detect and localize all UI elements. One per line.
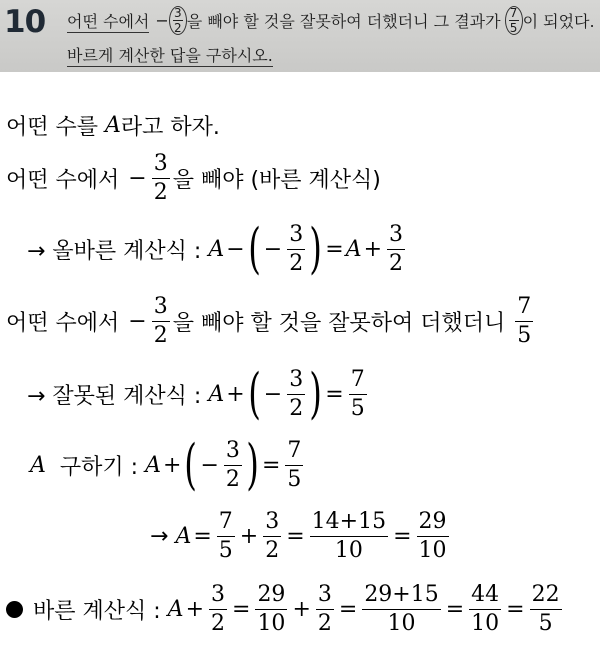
problem-number: 10 xyxy=(4,4,46,40)
solution-line-7: → A = $\frac{7}{5}$ + $\frac{3}{2}$ = $\frac{14+15}{10}$ = $\frac{29}{10}$ xyxy=(150,509,447,563)
solution-final: 바른 계산식 : A + $\frac{3}{2}$ = $\frac{29}{10}$ + $\frac{3}{2}$ = $\frac{29+15}{10}$ = $\frac{44}{10}$ = $\frac{22}{5}$ xyxy=(6,583,565,636)
problem-header xyxy=(0,0,600,72)
solution-line-1: 어떤 수를 A 라고 하자. xyxy=(6,113,220,140)
solution-line-5: → 잘못된 계산식 : A + ( − $\frac{3}{2}$ ) = $\frac{7}{5}$ xyxy=(27,362,365,425)
solution-line-6: A 구하기 : A + ( − $\frac{3}{2}$ ) = $\frac{7}{5}$ xyxy=(30,433,302,496)
problem-line-1: 어떤 수에서 − 3 2 을 빼야 할 것을 잘못하여 더했더니 그 결과가 7 5 이 되었다. xyxy=(67,6,595,35)
circled-result: 7 5 xyxy=(505,6,523,35)
circled-fraction: 3 2 xyxy=(169,6,187,35)
bullet-icon xyxy=(6,601,23,618)
solution-line-3: → 올바른 계산식 : A − ( − $\frac{3}{2}$ ) = A + $\frac{3}{2}$ xyxy=(27,217,404,280)
problem-line-2: 바르게 계산한 답을 구하시오. xyxy=(67,43,273,67)
solution-line-4: 어떤 수에서 − $\frac{3}{2}$ 을 빼야 할 것을 잘못하여 더했더니 $\frac{7}{5}$ xyxy=(6,294,532,348)
solution-line-2: 어떤 수에서 − $\frac{3}{2}$ 을 빼야 (바른 계산식) xyxy=(6,151,381,205)
